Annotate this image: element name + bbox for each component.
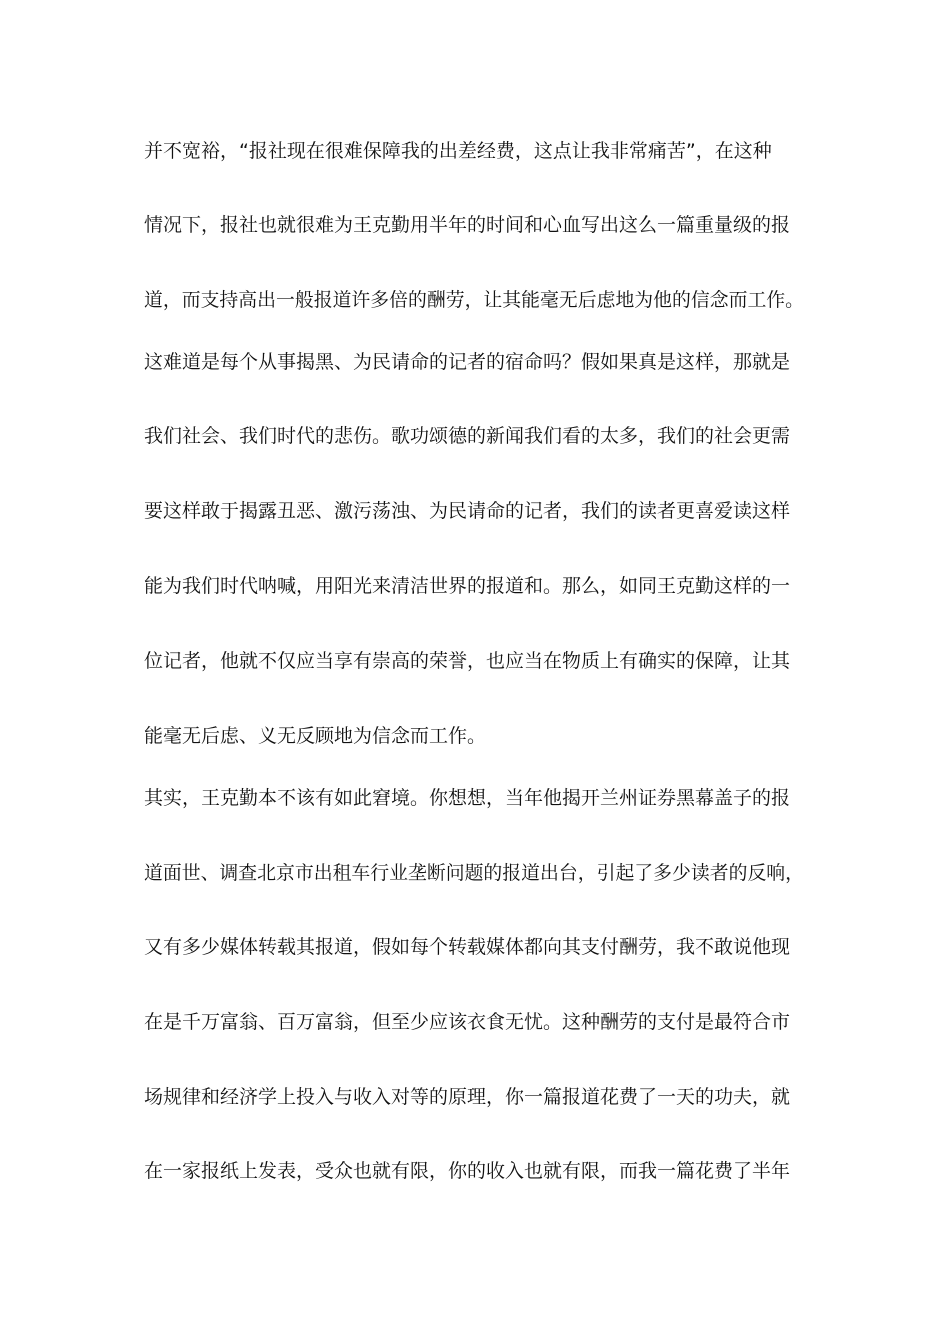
text-line: 在一家报纸上发表，受众也就有限，你的收入也就有限，而我一篇花费了半年	[144, 1160, 791, 1182]
text-line: 其实，王克勤本不该有如此窘境。你想想，当年他揭开兰州证券黑幕盖子的报	[144, 787, 791, 809]
text-line: 场规律和经济学上投入与收入对等的原理，你一篇报道花费了一天的功夫，就	[144, 1086, 791, 1108]
text-line: 要这样敢于揭露丑恶、激污荡浊、为民请命的记者，我们的读者更喜爱读这样	[144, 500, 791, 522]
text-line: 道面世、调查北京市出租车行业垄断问题的报道出台，引起了多少读者的反响，	[144, 862, 805, 884]
text-line: 道，而支持高出一般报道许多倍的酬劳，让其能毫无后虑地为他的信念而工作。	[144, 289, 805, 311]
text-line: 位记者，他就不仅应当享有崇高的荣誉，也应当在物质上有确实的保障，让其	[144, 650, 791, 672]
text-line: 在是千万富翁、百万富翁，但至少应该衣食无忧。这种酬劳的支付是最符合市	[144, 1011, 791, 1033]
text-line: 情况下，报社也就很难为王克勤用半年的时间和心血写出这么一篇重量级的报	[144, 214, 791, 236]
text-line: 又有多少媒体转载其报道，假如每个转载媒体都向其支付酬劳，我不敢说他现	[144, 936, 791, 958]
text-line: 我们社会、我们时代的悲伤。歌功颂德的新闻我们看的太多，我们的社会更需	[144, 425, 791, 447]
text-line: 并不宽裕，“报社现在很难保障我的出差经费，这点让我非常痛苦”，在这种	[144, 140, 772, 162]
text-line: 这难道是每个从事揭黑、为民请命的记者的宿命吗？假如果真是这样，那就是	[144, 351, 791, 373]
text-line: 能毫无后虑、义无反顾地为信念而工作。	[144, 725, 487, 747]
text-line: 能为我们时代呐喊，用阳光来清洁世界的报道和。那么，如同王克勤这样的一	[144, 575, 791, 597]
